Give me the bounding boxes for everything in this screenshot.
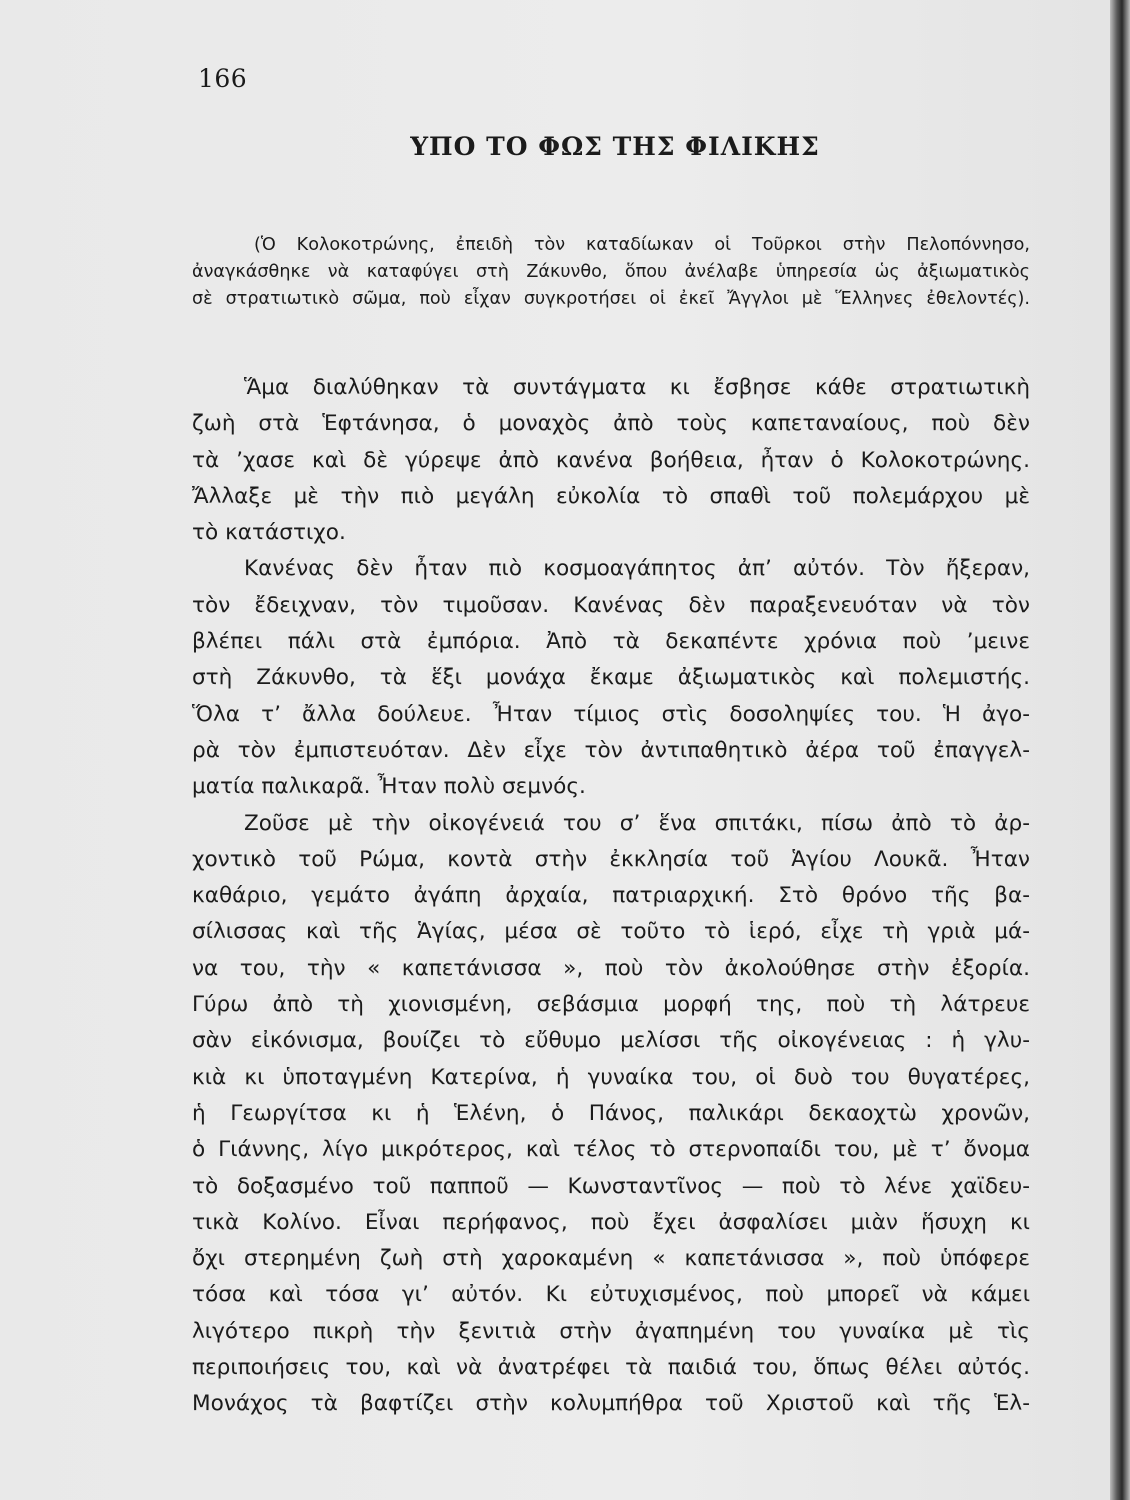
text-line: στὴ Ζάκυνθο, τὰ ἕξι μονάχα ἔκαμε ἀξιωματικὸς καὶ πολεμιστής. — [192, 665, 1030, 691]
text-line: Ὅλα τ’ ἄλλα δούλευε. Ἦταν τίμιος στὶς δοσοληψίες του. Ἡ ἀγο- — [192, 701, 1030, 727]
intro-note-line: (Ὁ Κολοκοτρώνης, ἐπειδὴ τὸν καταδίωκαν οἱ Τοῦρκοι στὴν Πελοπόννησο, — [254, 235, 1030, 255]
body-text — [192, 370, 1030, 1423]
text-line: ὁ Γιάννης, λίγο μικρότερος, καὶ τέλος τὸ στερνοπαίδι του, μὲ τ’ ὄνομα — [192, 1137, 1030, 1163]
text-line: Μονάχος τὰ βαφτίζει στὴν κολυμπήθρα τοῦ Χριστοῦ καὶ τῆς Ἑλ- — [192, 1391, 1030, 1417]
text-line: ἡ Γεωργίτσα κι ἡ Ἑλένη, ὁ Πάνος, παλικάρι δεκαοχτὼ χρονῶν, — [192, 1100, 1030, 1126]
text-line: σίλισσας καὶ τῆς Ἁγίας, μέσα σὲ τοῦτο τὸ ἱερό, εἶχε τὴ γριὰ μά- — [192, 919, 1030, 945]
text-line: τόσα καὶ τόσα γι’ αὐτόν. Κι εὐτυχισμένος, ποὺ μπορεῖ νὰ κάμει — [192, 1282, 1030, 1308]
text-line: Κανένας δὲν ἦταν πιὸ κοσμοαγάπητος ἀπ’ αὐτόν. Τὸν ἤξεραν, — [244, 556, 1030, 582]
paragraph — [192, 370, 1030, 551]
text-line: τὸ δοξασμένο τοῦ παπποῦ — Κωνσταντῖνος — ποὺ τὸ λένε χαϊδευ- — [192, 1173, 1030, 1199]
text-line: τὸν ἔδειχναν, τὸν τιμοῦσαν. Κανένας δὲν παραξενευόταν νὰ τὸν — [192, 592, 1030, 618]
intro-note — [192, 232, 1030, 313]
book-binding-edge — [1110, 0, 1130, 1500]
text-line: σὰν εἰκόνισμα, βουίζει τὸ εὔθυμο μελίσσι τῆς οἰκογένειας : ἡ γλυ- — [192, 1028, 1030, 1054]
text-line: Ἄλλαξε μὲ τὴν πιὸ μεγάλη εὐκολία τὸ σπαθὶ τοῦ πολεμάρχου μὲ — [192, 483, 1030, 509]
chapter-title: ΥΠΟ ΤΟ ΦΩΣ ΤΗΣ ΦΙΛΙΚΗΣ — [410, 132, 820, 161]
intro-note-line: σὲ στρατιωτικὸ σῶμα, ποὺ εἶχαν συγκροτήσει οἱ ἐκεῖ Ἄγγλοι μὲ Ἕλληνες ἐθελοντές). — [192, 289, 1030, 309]
text-line: να του, τὴν « καπετάνισσα », ποὺ τὸν ἀκολούθησε στὴν ἐξορία. — [192, 955, 1030, 981]
text-line: ρὰ τὸν ἐμπιστευόταν. Δὲν εἶχε τὸν ἀντιπαθητικὸ ἀέρα τοῦ ἐπαγγελ- — [192, 737, 1030, 763]
text-line: περιποιήσεις του, καὶ νὰ ἀνατρέφει τὰ παιδιά του, ὅπως θέλει αὐτός. — [192, 1355, 1030, 1381]
text-line: Γύρω ἀπὸ τὴ χιονισμένη, σεβάσμια μορφή της, ποὺ τὴ λάτρευε — [192, 992, 1030, 1018]
paragraph — [192, 551, 1030, 805]
text-line: καθάριο, γεμάτο ἀγάπη ἀρχαία, πατριαρχική. Στὸ θρόνο τῆς βα- — [192, 883, 1030, 909]
text-line: βλέπει πάλι στὰ ἐμπόρια. Ἀπὸ τὰ δεκαπέντε χρόνια ποὺ ’μεινε — [192, 629, 1030, 655]
text-line: χοντικὸ τοῦ Ρώμα, κοντὰ στὴν ἐκκλησία τοῦ Ἁγίου Λουκᾶ. Ἦταν — [192, 846, 1030, 872]
text-line: Ζοῦσε μὲ τὴν οἰκογένειά του σ’ ἕνα σπιτάκι, πίσω ἀπὸ τὸ ἀρ- — [244, 810, 1030, 836]
text-line: ὄχι στερημένη ζωὴ στὴ χαροκαμένη « καπετάνισσα », ποὺ ὑπόφερε — [192, 1246, 1030, 1272]
text-line: λιγότερο πικρὴ τὴν ξενιτιὰ στὴν ἀγαπημένη του γυναίκα μὲ τὶς — [192, 1318, 1030, 1344]
page-number: 166 — [198, 64, 248, 93]
text-line: ματία παλικαρᾶ. Ἦταν πολὺ σεμνός. — [192, 774, 586, 800]
text-line: Ἅμα διαλύθηκαν τὰ συντάγματα κι ἔσβησε κάθε στρατιωτικὴ — [244, 375, 1030, 400]
text-line: τικὰ Κολίνο. Εἶναι περήφανος, ποὺ ἔχει ἀσφαλίσει μιὰν ἥσυχη κι — [192, 1209, 1030, 1235]
text-line: τὸ κατάστιχο. — [192, 520, 346, 546]
text-line: ζωὴ στὰ Ἑφτάνησα, ὁ μοναχὸς ἀπὸ τοὺς καπεταναίους, ποὺ δὲν — [192, 411, 1030, 437]
text-line: κιὰ κι ὑποταγμένη Κατερίνα, ἡ γυναίκα του, οἱ δυὸ του θυγατέρες, — [192, 1064, 1030, 1090]
paragraph — [192, 806, 1030, 1423]
text-line: τὰ ’χασε καὶ δὲ γύρεψε ἀπὸ κανένα βοήθεια, ἦταν ὁ Κολοκοτρώνης. — [192, 447, 1030, 473]
intro-note-line: ἀναγκάσθηκε νὰ καταφύγει στὴ Ζάκυνθο, ὅπου ἀνέλαβε ὑπηρεσία ὡς ἀξιωματικὸς — [192, 262, 1030, 282]
